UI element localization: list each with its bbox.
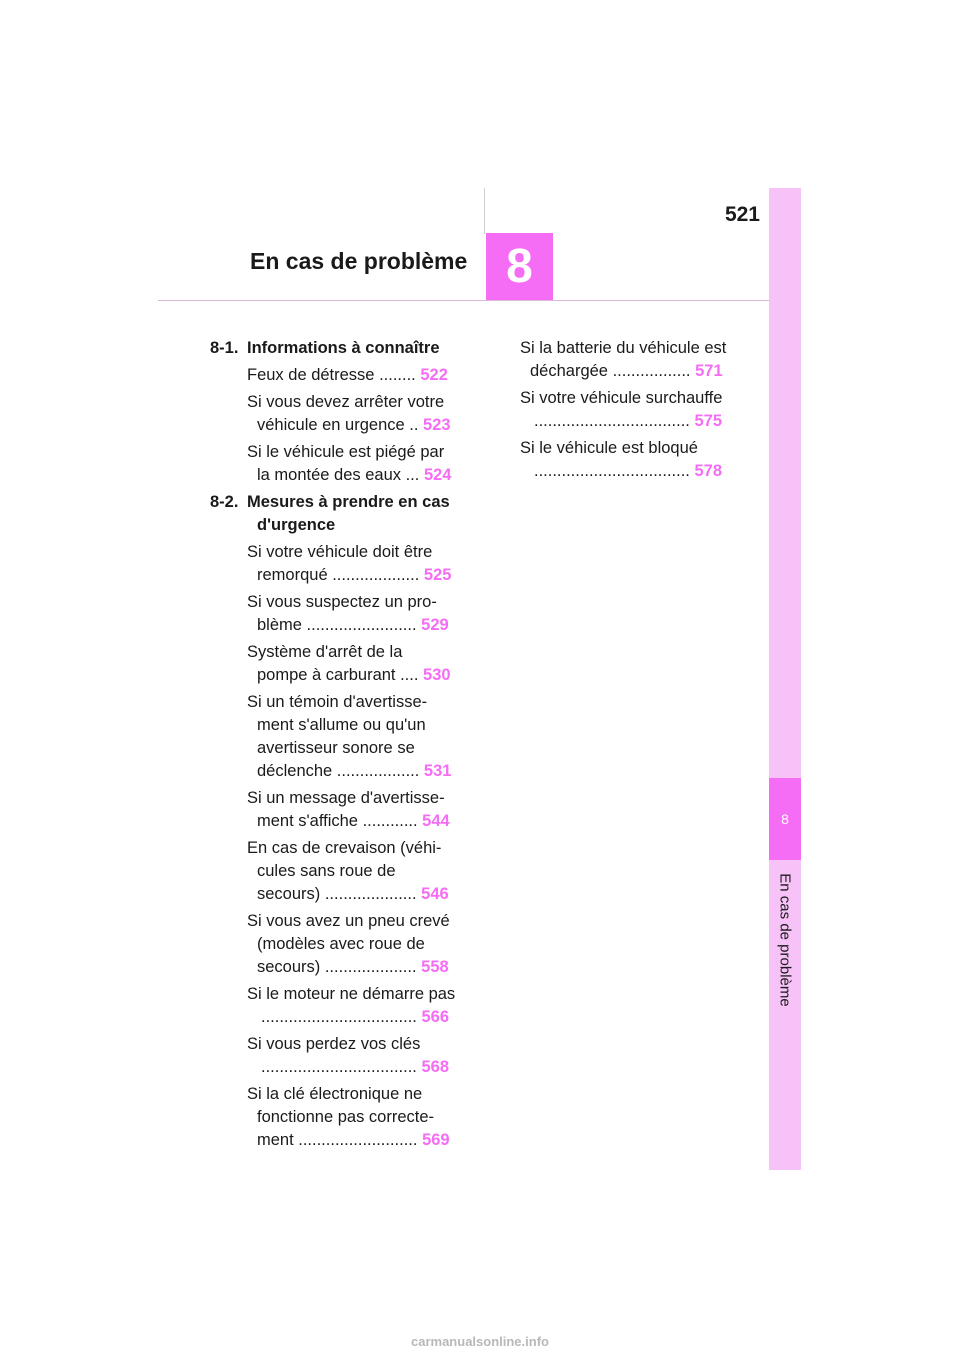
entry-text: déclenche .................. [257, 762, 420, 780]
toc-entry[interactable] [247, 391, 467, 437]
entry-text: .................................. [261, 1008, 417, 1026]
entry-text: avertisseur sonore se [257, 739, 415, 757]
entry-text: .................................. [534, 462, 690, 480]
entry-page[interactable]: 546 [421, 885, 449, 903]
entry-text: véhicule en urgence .. [257, 416, 419, 434]
section-heading [210, 337, 467, 360]
toc-entry[interactable] [520, 387, 750, 433]
entry-text: Si la clé électronique ne [247, 1085, 423, 1103]
entry-page[interactable]: 523 [423, 416, 451, 434]
entry-text: secours) .................... [257, 885, 417, 903]
chapter-number-box: 8 [486, 233, 553, 300]
toc-entry[interactable] [247, 591, 467, 637]
toc-entry[interactable] [247, 541, 467, 587]
entry-text: En cas de crevaison (véhi- [247, 839, 442, 857]
entry-text: Feux de détresse ........ [247, 366, 416, 384]
entry-page[interactable]: 568 [421, 1058, 449, 1076]
entry-page[interactable]: 530 [423, 666, 451, 684]
entry-page[interactable]: 529 [421, 616, 449, 634]
entry-text: Si votre véhicule doit être [247, 543, 433, 561]
section-title: Mesures à prendre en cas [247, 493, 450, 511]
header-divider-vertical [484, 188, 485, 234]
entry-text: Si votre véhicule surchauffe [520, 389, 723, 407]
entry-page[interactable]: 544 [422, 812, 450, 830]
page-number: 521 [724, 203, 760, 226]
entry-text: .................................. [261, 1058, 417, 1076]
chapter-title: En cas de problème [250, 248, 468, 274]
section-heading [210, 491, 467, 537]
footer-watermark: carmanualsonline.info [411, 1334, 549, 1349]
toc-entry[interactable] [520, 337, 750, 383]
toc-entry[interactable] [247, 837, 467, 906]
entry-page[interactable]: 569 [422, 1131, 450, 1149]
entry-text: Si vous suspectez un pro- [247, 593, 437, 611]
toc-entry[interactable] [247, 787, 467, 833]
entry-text: fonctionne pas correcte- [257, 1108, 435, 1126]
entry-text: ment s'allume ou qu'un [257, 716, 426, 734]
side-tab-number: 8 [769, 778, 801, 860]
entry-text: .................................. [534, 412, 690, 430]
entry-text: Si le véhicule est piégé par [247, 443, 445, 461]
toc-entry[interactable] [520, 437, 750, 483]
toc-column-2 [520, 337, 750, 487]
toc-entry[interactable] [247, 983, 467, 1029]
toc-entry[interactable] [247, 441, 467, 487]
entry-text: déchargée ................. [530, 362, 691, 380]
toc-entry[interactable] [247, 1083, 467, 1152]
entry-page[interactable]: 524 [423, 466, 452, 484]
toc-entry[interactable] [247, 641, 467, 687]
entry-text: remorqué ................... [257, 566, 420, 584]
entry-text: ment .......................... [257, 1131, 418, 1149]
side-thumb-tab[interactable] [769, 188, 801, 1170]
entry-text: la montée des eaux ... [257, 466, 420, 484]
section-number: 8-1. [210, 339, 239, 357]
toc-entry[interactable] [247, 910, 467, 979]
entry-text: Si un message d'avertisse- [247, 789, 445, 807]
entry-page[interactable]: 558 [421, 958, 449, 976]
entry-page[interactable]: 578 [694, 462, 722, 480]
header-divider-horizontal [158, 300, 769, 301]
entry-text: ment s'affiche ............ [257, 812, 418, 830]
toc-column-1 [210, 337, 467, 1156]
section-number: 8-2. [210, 493, 239, 511]
entry-text: cules sans roue de [257, 862, 396, 880]
entry-text: Si vous avez un pneu crevé [247, 912, 450, 930]
entry-text: Si un témoin d'avertisse- [247, 693, 428, 711]
side-tab-label: En cas de problème [776, 873, 794, 1007]
entry-text: Si vous devez arrêter votre [247, 393, 445, 411]
entry-text: Système d'arrêt de la [247, 643, 403, 661]
entry-page[interactable]: 571 [695, 362, 723, 380]
section-title: d'urgence [257, 516, 336, 534]
entry-text: Si vous perdez vos clés [247, 1035, 421, 1053]
entry-text: blème ........................ [257, 616, 417, 634]
entry-text: secours) .................... [257, 958, 417, 976]
entry-text: Si la batterie du véhicule est [520, 339, 727, 357]
entry-text: Si le véhicule est bloqué [520, 439, 698, 457]
entry-page[interactable]: 525 [423, 566, 452, 584]
toc-entry[interactable] [247, 691, 467, 783]
entry-text: Si le moteur ne démarre pas [247, 985, 456, 1003]
section-title: Informations à connaître [247, 339, 440, 357]
toc-entry[interactable] [247, 1033, 467, 1079]
entry-page[interactable]: 531 [423, 762, 452, 780]
entry-page[interactable]: 575 [694, 412, 722, 430]
entry-text: pompe à carburant .... [257, 666, 419, 684]
entry-page[interactable]: 566 [421, 1008, 449, 1026]
toc-entry[interactable] [247, 364, 467, 387]
entry-text: (modèles avec roue de [257, 935, 425, 953]
entry-page[interactable]: 522 [420, 366, 448, 384]
